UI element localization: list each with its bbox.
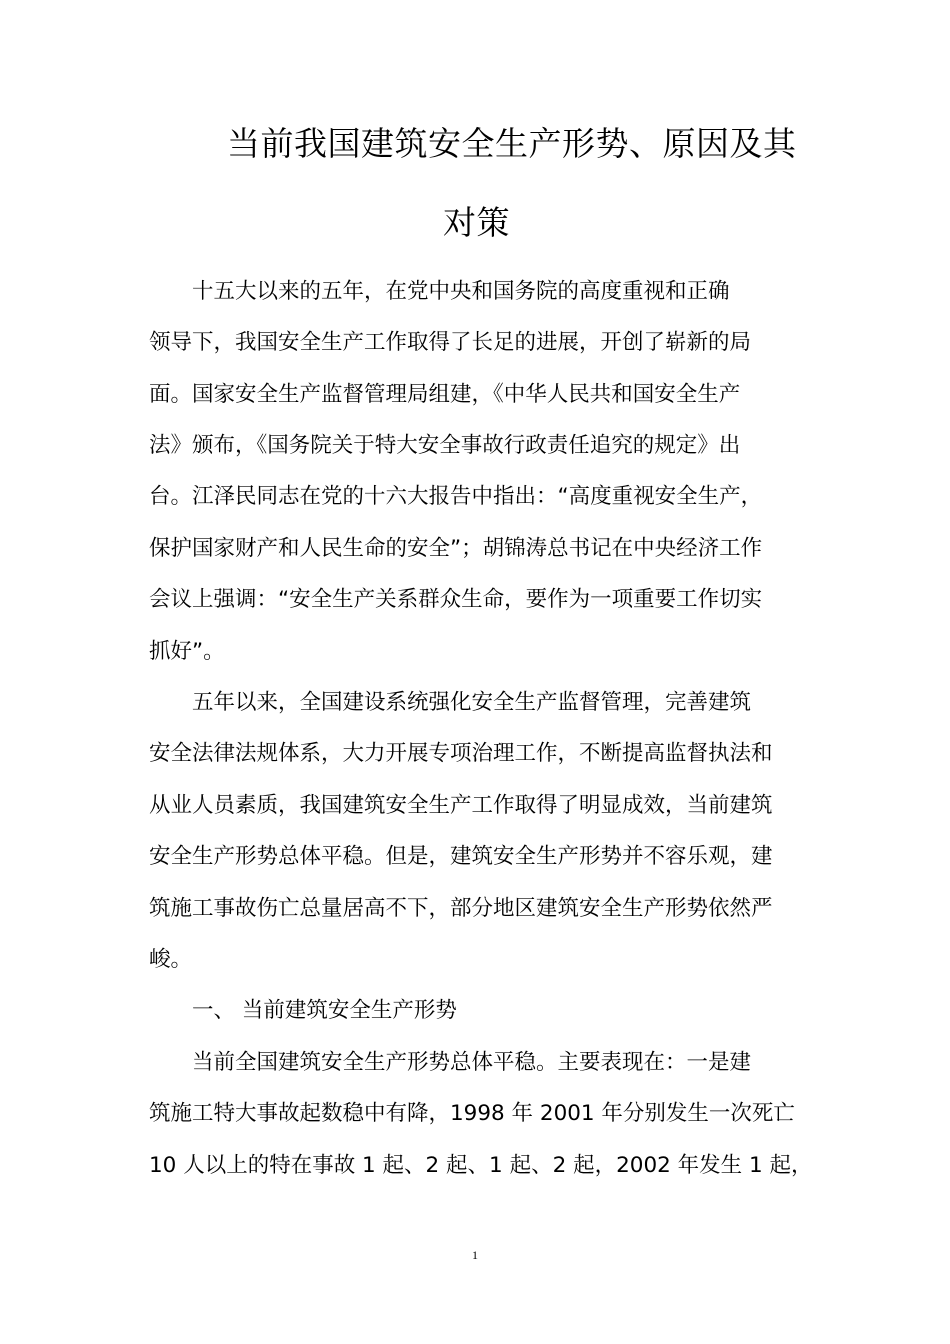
- body-text-line: 峻。: [149, 947, 193, 972]
- body-text-line: 安全生产形势总体平稳。但是，建筑安全生产形势并不容乐观，建: [149, 844, 773, 869]
- body-text-line: 领导下，我国安全生产工作取得了长足的进展，开创了崭新的局: [149, 330, 752, 355]
- page-number: 1: [472, 1248, 478, 1262]
- body-text-line: 保护国家财产和人民生命的安全”；胡锦涛总书记在中央经济工作: [149, 536, 763, 561]
- body-text-line: 面。国家安全生产监督管理局组建，《中华人民共和国安全生产: [149, 382, 741, 407]
- body-text-line: 筑施工事故伤亡总量居高不下，部分地区建筑安全生产形势依然严: [149, 896, 773, 921]
- body-text-line: 安全法律法规体系，大力开展专项治理工作，不断提高监督执法和: [149, 741, 773, 766]
- body-text-line: 五年以来，全国建设系统强化安全生产监督管理，完善建筑: [149, 690, 752, 715]
- body-text-line: 从业人员素质，我国建筑安全生产工作取得了明显成效，当前建筑: [149, 793, 773, 818]
- document-title-line-2: 对策: [443, 203, 510, 242]
- body-text-line: 抓好”。: [149, 639, 225, 664]
- body-text-line: 当前全国建筑安全生产形势总体平稳。主要表现在：一是建: [149, 1050, 752, 1075]
- body-text-line: 筑施工特大事故起数稳中有降，1998 年 2001 年分别发生一次死亡: [149, 1101, 795, 1126]
- body-text-line: 台。江泽民同志在党的十六大报告中指出：“高度重视安全生产，: [149, 484, 763, 509]
- body-text-line: 会议上强调：“安全生产关系群众生命，要作为一项重要工作切实: [149, 587, 763, 612]
- body-text-line: 十五大以来的五年，在党中央和国务院的高度重视和正确: [149, 279, 730, 304]
- section-heading: 一、 当前建筑安全生产形势: [149, 998, 457, 1023]
- body-text-line: 法》颁布，《国务院关于特大安全事故行政责任追究的规定》出: [149, 433, 741, 458]
- body-text-line: 10 人以上的特在事故 1 起、2 起、1 起、2 起，2002 年发生 1 起，: [149, 1153, 813, 1178]
- document-title-line-1: 当前我国建筑安全生产形势、原因及其: [227, 124, 797, 163]
